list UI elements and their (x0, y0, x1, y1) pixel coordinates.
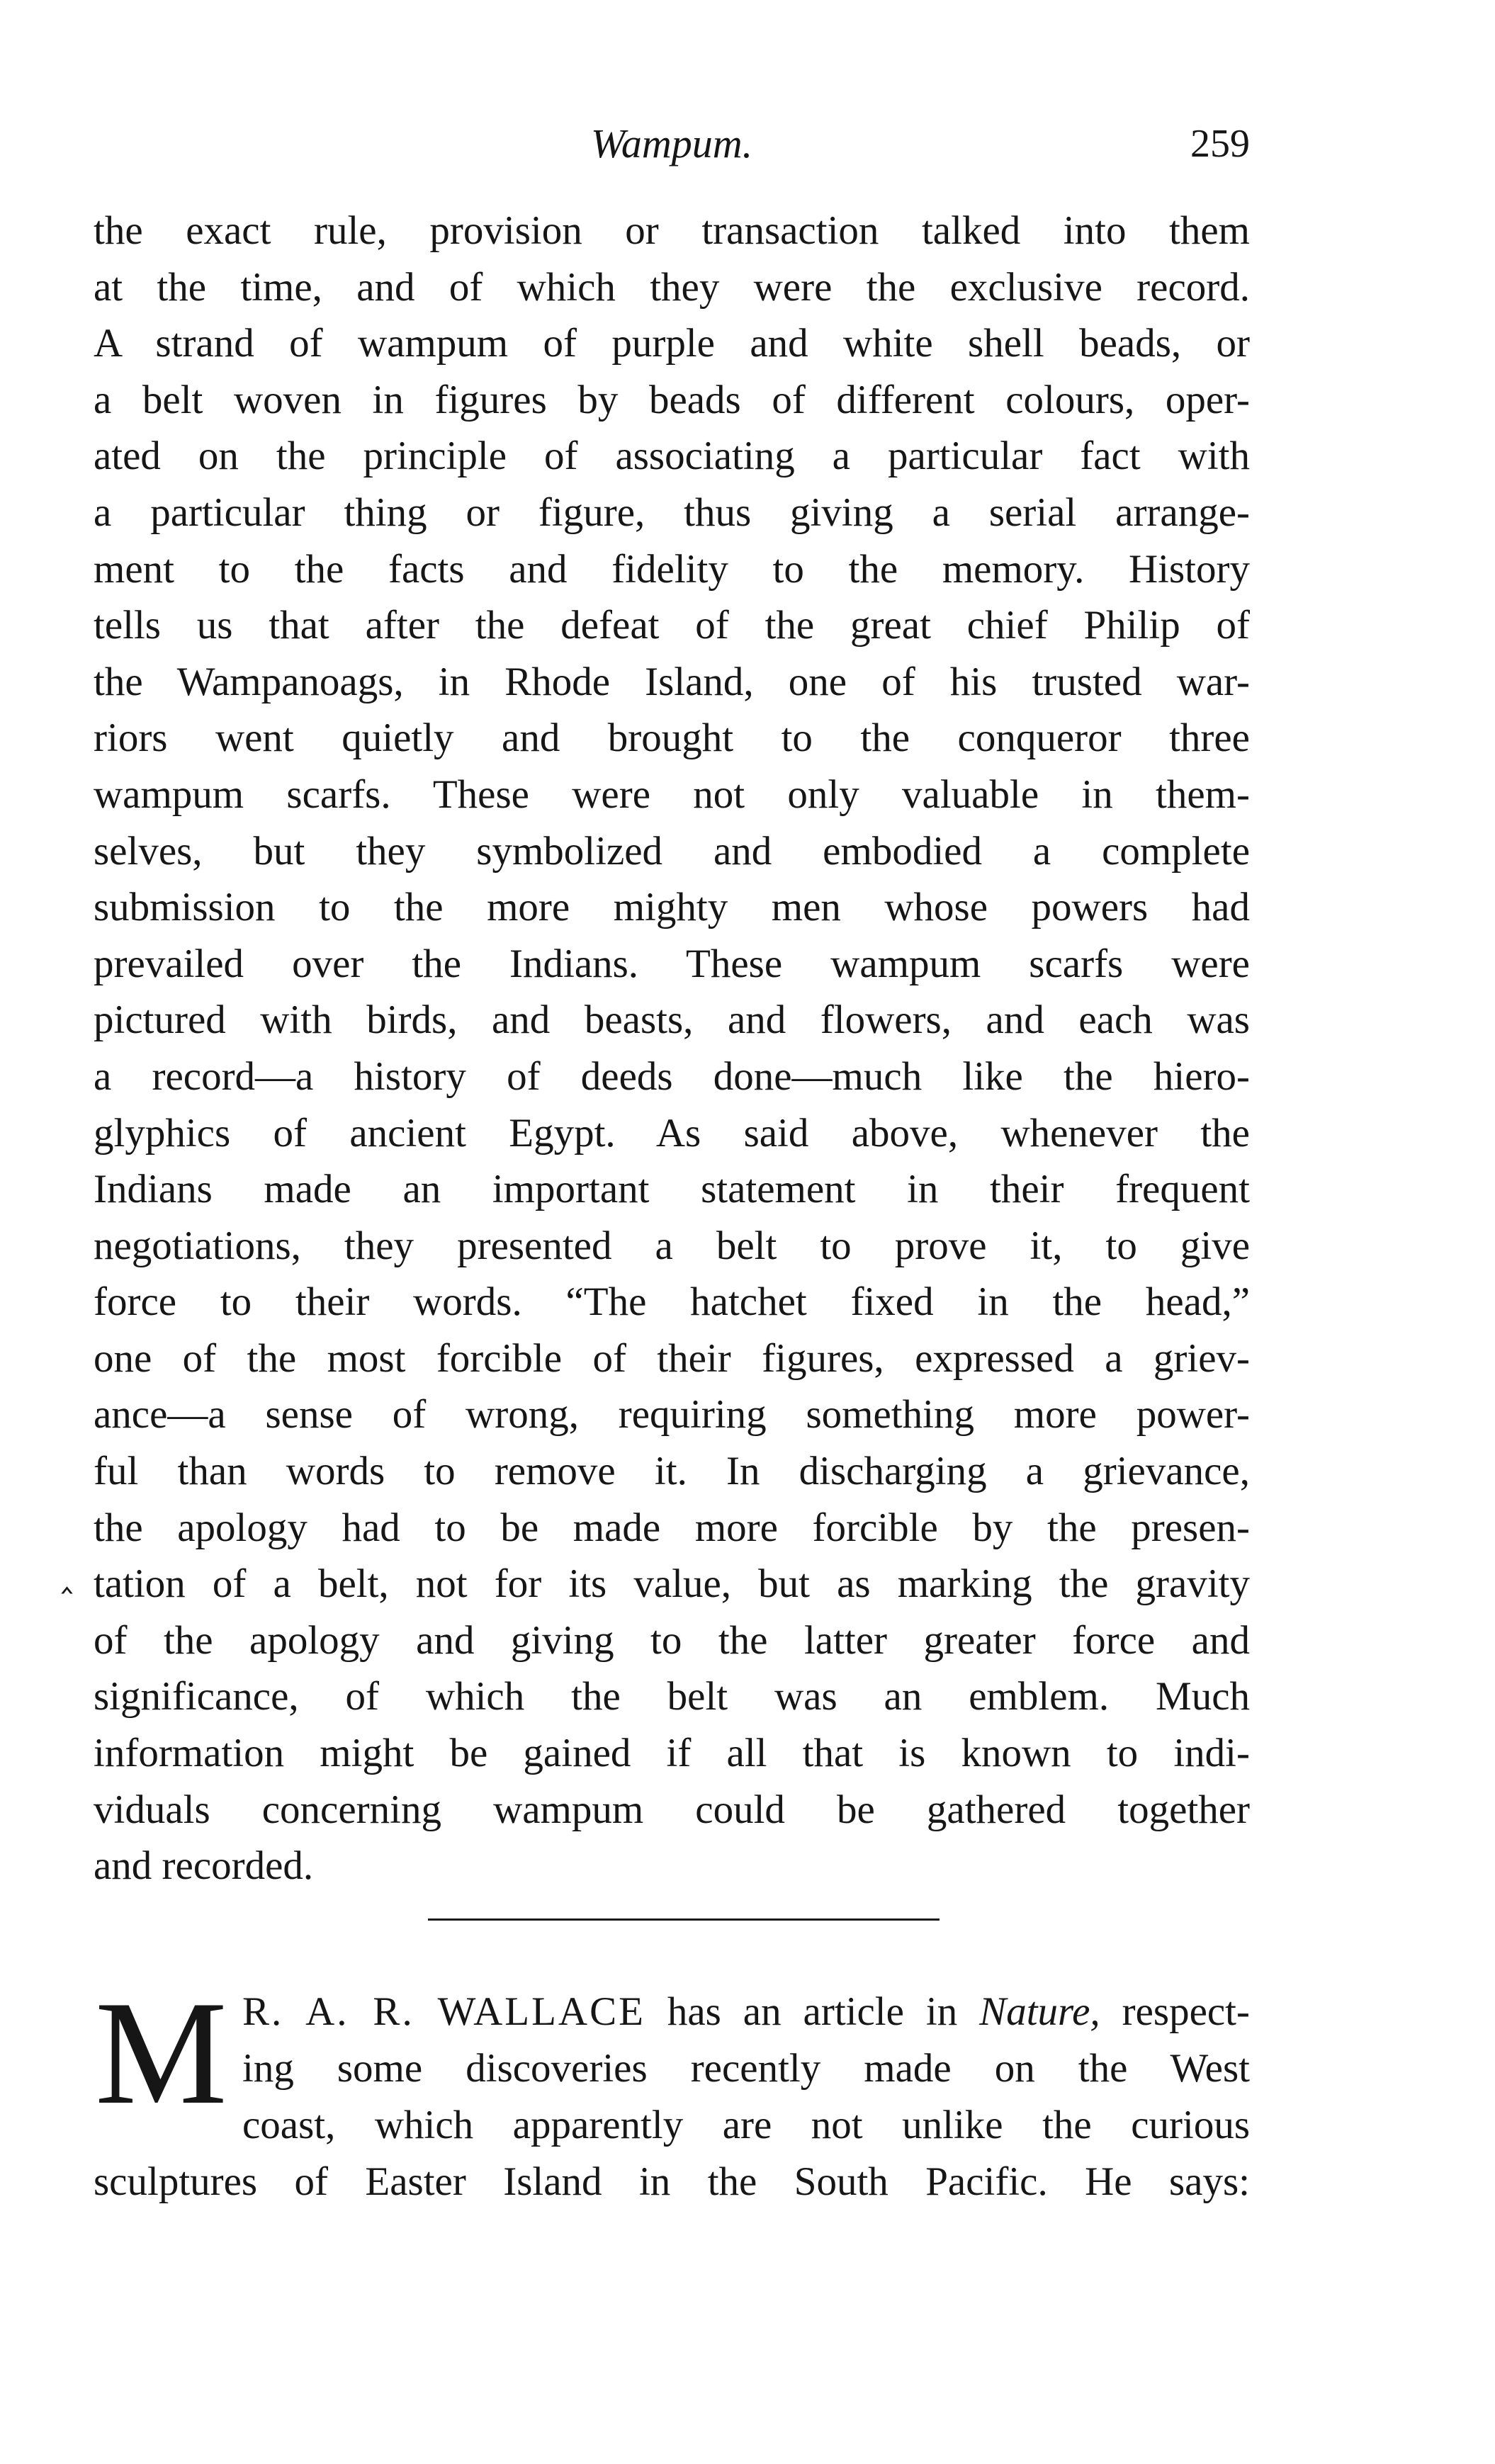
paragraph-wampum (94, 203, 1250, 1894)
text-line: ing some discoveries recently made on the West (242, 2046, 1250, 2091)
text-line: the exact rule, provision or transaction talked into them (94, 208, 1250, 253)
margin-mark: ‸ (61, 1554, 73, 1593)
journal-title: Nature, (979, 1989, 1100, 2034)
text-line: wampum scarfs. These were not only valuable in them- (94, 772, 1250, 817)
text-line: at the time, and of which they were the exclusive record. (94, 264, 1250, 310)
text-line: ated on the principle of associating a particular fact with (94, 434, 1250, 479)
text-line: significance, of which the belt was an emblem. Much (94, 1674, 1250, 1719)
author-name: R. A. R. WALLACE (242, 1989, 645, 2034)
text-line: tells us that after the defeat of the great chief Philip of (94, 603, 1250, 648)
text-line (242, 1984, 1250, 2040)
running-title: Wampum. (590, 120, 753, 166)
text-line: ance—a sense of wrong, requiring something more power- (94, 1392, 1250, 1437)
text-line: ment to the facts and fidelity to the memory. History (94, 546, 1250, 592)
text-line: a belt woven in figures by beads of different colours, oper- (94, 377, 1250, 422)
text-line: one of the most forcible of their figures, expressed a griev- (94, 1335, 1250, 1381)
text-line: information might be gained if all that is known to indi- (94, 1731, 1250, 1776)
text-line: force to their words. “The hatchet fixed in the head,” (94, 1279, 1250, 1325)
text-line: viduals concerning wampum could be gathered together (94, 1787, 1250, 1832)
text-line: the apology had to be made more forcible by the presen- (94, 1505, 1250, 1550)
running-head (94, 112, 1250, 176)
text-line: submission to the more mighty men whose powers had (94, 885, 1250, 930)
text-line: coast, which apparently are not unlike the curious (242, 2103, 1250, 2147)
text-fragment: respect- (1100, 1989, 1250, 2034)
text-line: and recorded. (94, 1843, 314, 1889)
text-line: the Wampanoags, in Rhode Island, one of his trusted war- (94, 659, 1250, 704)
text-line: negotiations, they presented a belt to prove it, to give (94, 1223, 1250, 1268)
text-line: a particular thing or figure, thus giving a serial arrange- (94, 490, 1250, 535)
text-line: pictured with birds, and beasts, and flowers, and each was (94, 998, 1250, 1043)
text-line: sculptures of Easter Island in the South Pacific. He says: (94, 2159, 1250, 2204)
text-line: prevailed over the Indians. These wampum scarfs were (94, 941, 1250, 986)
text-line: selves, but they symbolized and embodied a complete (94, 828, 1250, 874)
text-line: Indians made an important statement in their frequent (94, 1167, 1250, 1212)
text-line: glyphics of ancient Egypt. As said above, whenever the (94, 1110, 1250, 1155)
text-line: a record—a history of deeds done—much like the hiero- (94, 1053, 1250, 1099)
text-line: A strand of wampum of purple and white shell beads, or (94, 321, 1250, 366)
text-line: tation of a belt, not for its value, but as marking the gravity (94, 1561, 1250, 1607)
paragraph-wallace (94, 1971, 1250, 2239)
drop-cap: M (95, 1971, 227, 2135)
text-line: of the apology and giving to the latter greater force and (94, 1617, 1250, 1663)
text-line: ful than words to remove it. In discharging a grievance, (94, 1449, 1250, 1494)
page-number: 259 (1190, 122, 1250, 166)
section-divider (428, 1918, 940, 1921)
text-fragment: has an article in (645, 1989, 980, 2034)
text-line: riors went quietly and brought to the conqueror three (94, 716, 1250, 761)
